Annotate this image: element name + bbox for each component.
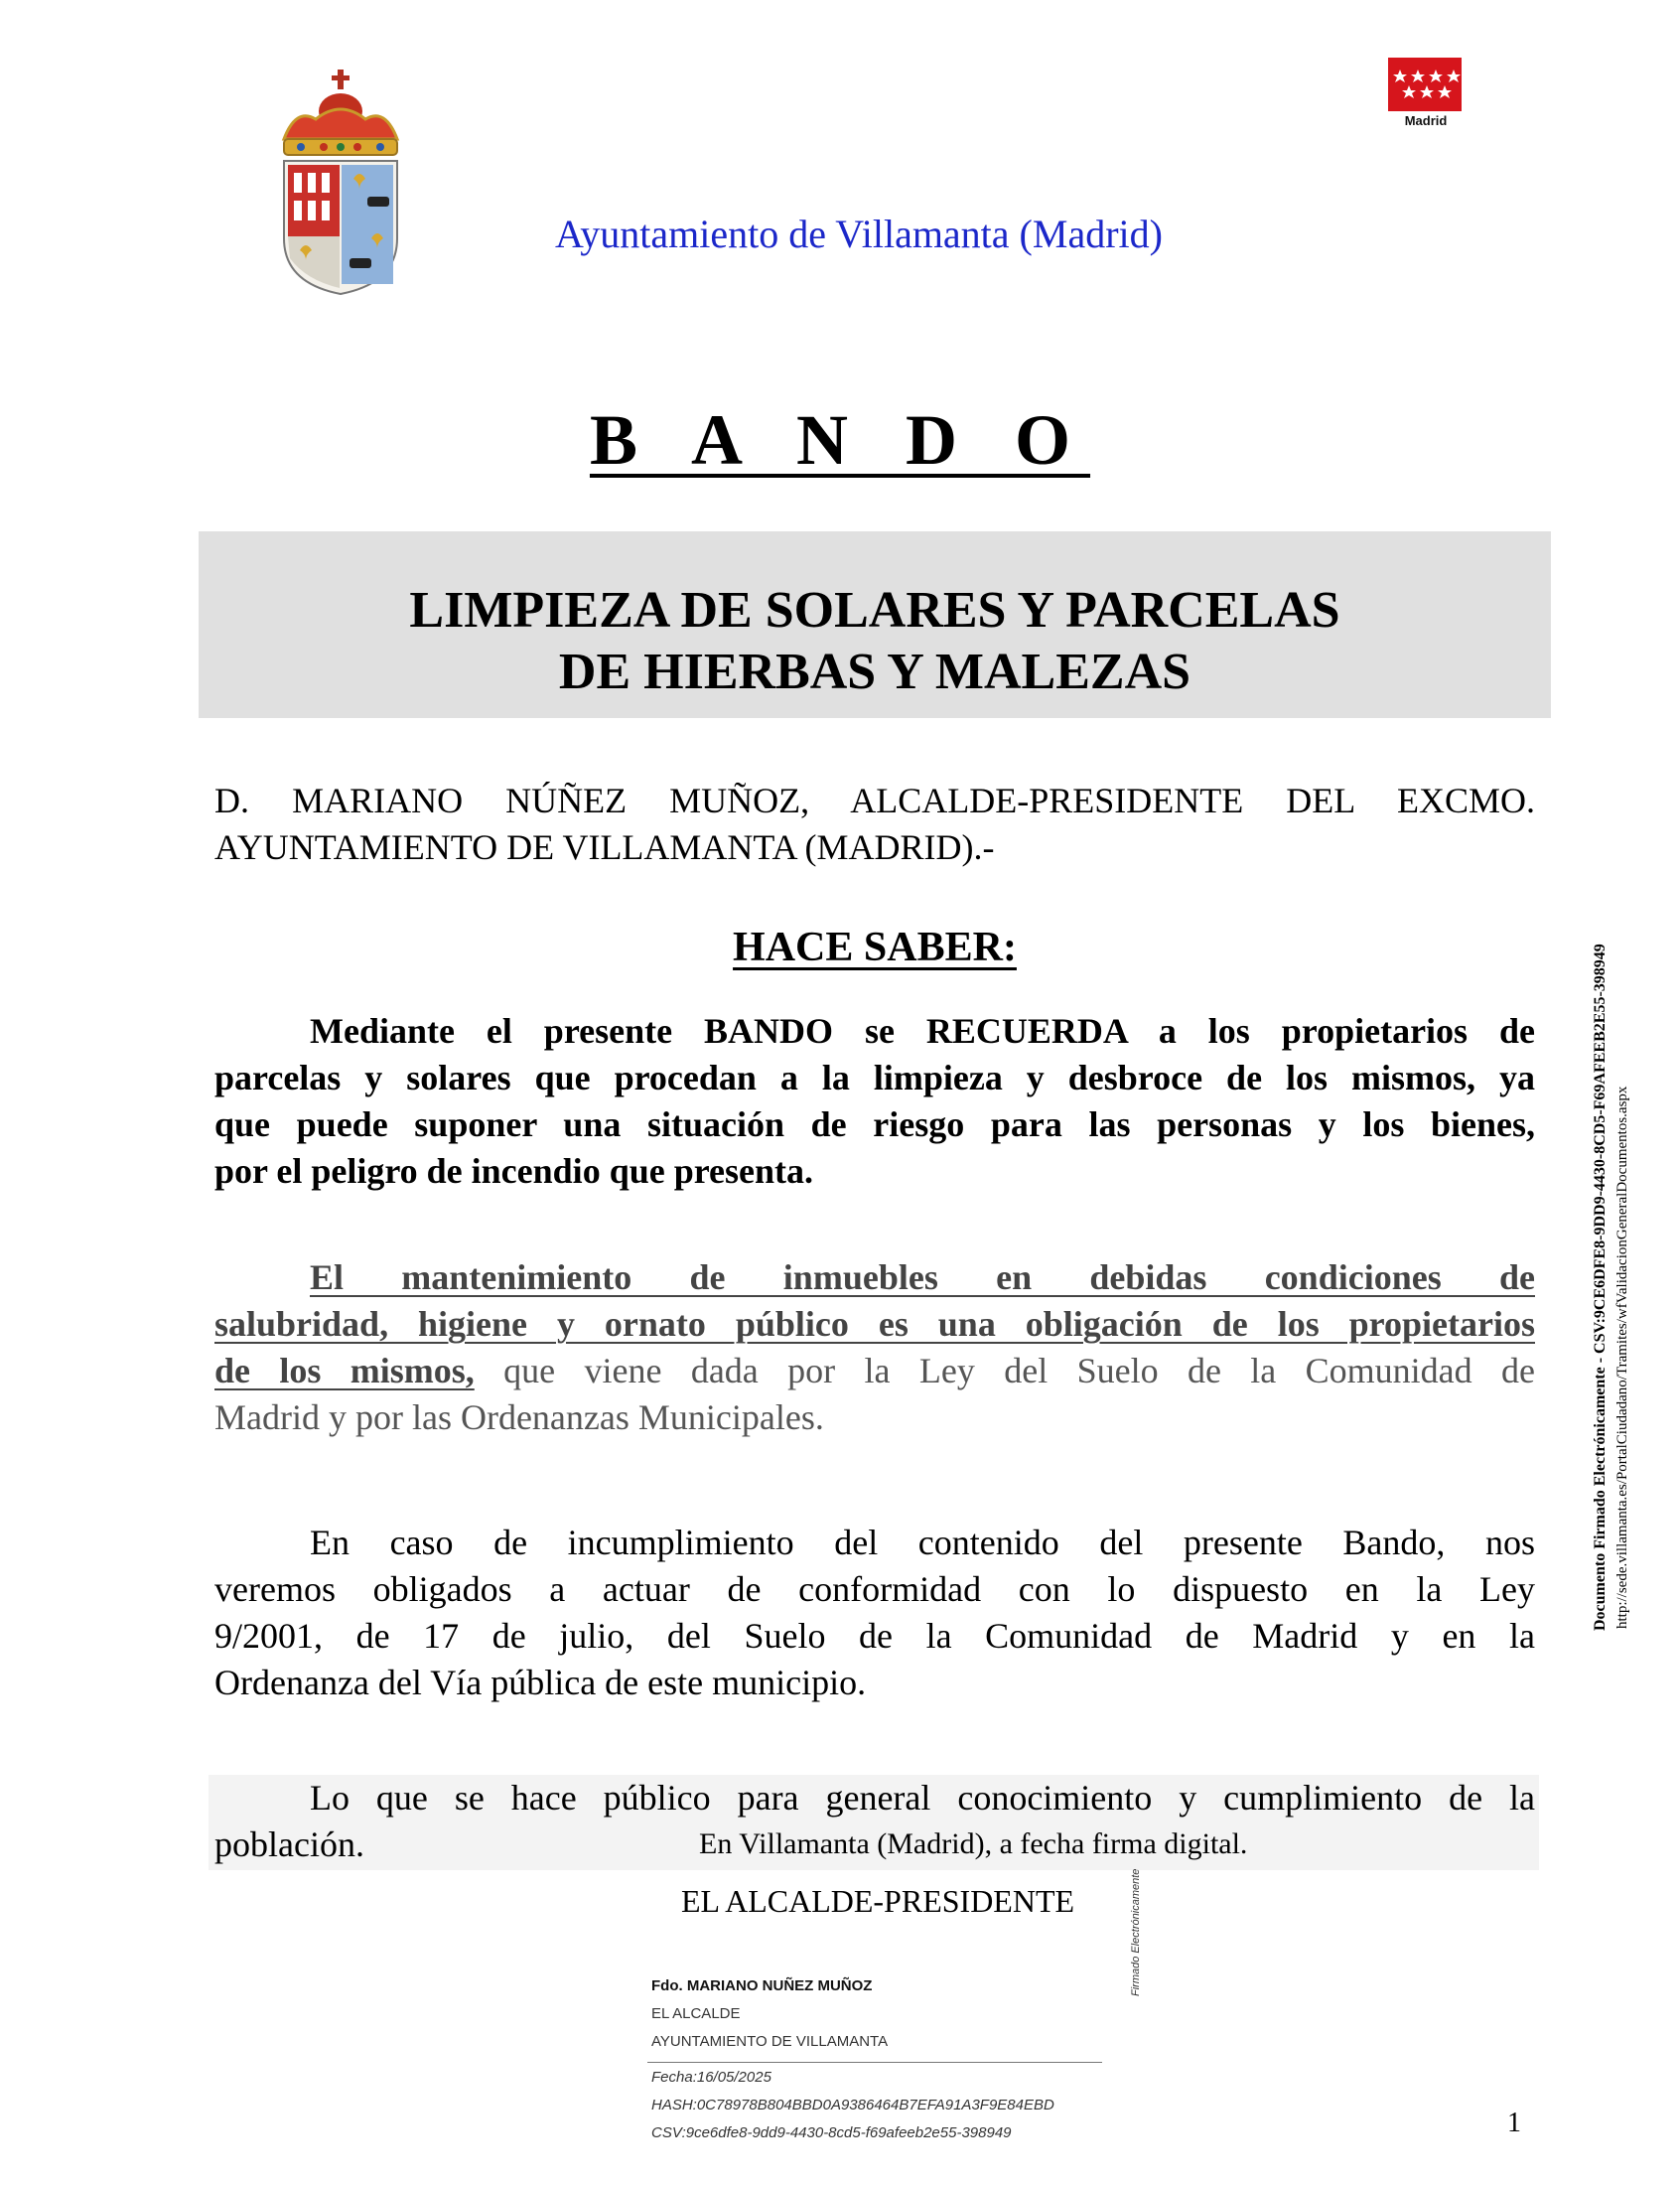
comunidad-de-madrid-logo bbox=[1386, 58, 1466, 133]
madrid-logo-label: Madrid bbox=[1404, 113, 1448, 128]
document-title: B A N D O bbox=[589, 400, 1091, 480]
signature-role: EL ALCALDE bbox=[651, 2005, 741, 2022]
paragraph3-line-3: 9/2001, de 17 de julio, del Suelo de la Comunidad de Madrid y en la bbox=[214, 1616, 1535, 1656]
paragraph1-line-2: parcelas y solares que procedan a la limpieza y desbroce de los mismos, ya bbox=[214, 1058, 1535, 1097]
paragraph3-line-4: Ordenanza del Vía pública de este municipio. bbox=[214, 1663, 867, 1702]
paragraph1-line-4: por el peligro de incendio que presenta. bbox=[214, 1151, 814, 1191]
paragraph2-line-1: El mantenimiento de inmuebles en debidas condiciones de bbox=[310, 1257, 1535, 1297]
paragraph3-line-2: veremos obligados a actuar de conformidad con lo dispuesto en la Ley bbox=[214, 1569, 1535, 1609]
paragraph2-line-3 bbox=[214, 1350, 1535, 1391]
issuer-line-2: AYUNTAMIENTO DE VILLAMANTA (MADRID).- bbox=[214, 827, 995, 867]
signature-date: Fecha:16/05/2025 bbox=[651, 2069, 771, 2086]
signature-hash: HASH:0C78978B804BBD0A9386464B7EFA91A3F9E84EBD bbox=[651, 2097, 1054, 2113]
paragraph1-line-1: Mediante el presente BANDO se RECUERDA a los propietarios de bbox=[310, 1011, 1535, 1051]
subject-line-1: LIMPIEZA DE SOLARES Y PARCELAS bbox=[409, 582, 1340, 639]
madrid-flag-icon bbox=[1388, 58, 1462, 111]
paragraph2-line-4: Madrid y por las Ordenanzas Municipales. bbox=[214, 1397, 824, 1437]
town-hall-heading: Ayuntamiento de Villamanta (Madrid) bbox=[555, 212, 1163, 256]
hace-saber-heading: HACE SABER: bbox=[733, 925, 1017, 970]
closing-line-2: población. bbox=[214, 1824, 364, 1864]
signature-entity: AYUNTAMIENTO DE VILLAMANTA bbox=[651, 2033, 889, 2050]
signature-csv: CSV:9ce6dfe8-9dd9-4430-8cd5-f69afeeb2e55-398949 bbox=[651, 2124, 1012, 2141]
signer-title: EL ALCALDE-PRESIDENTE bbox=[680, 1883, 1075, 1919]
issuer-line-1: D. MARIANO NÚÑEZ MUÑOZ, ALCALDE-PRESIDENTE DEL EXCMO. bbox=[214, 781, 1535, 820]
date-place: En Villamanta (Madrid), a fecha firma digital. bbox=[699, 1827, 1248, 1860]
signature-name: Fdo. MARIANO NUÑEZ MUÑOZ bbox=[651, 1977, 873, 1994]
subject-line-2: DE HIERBAS Y MALEZAS bbox=[558, 644, 1191, 700]
closing-line-1: Lo que se hace público para general conocimiento y cumplimiento de la bbox=[310, 1778, 1535, 1818]
coat-of-arms-icon bbox=[276, 70, 405, 300]
subject-band bbox=[199, 531, 1551, 718]
paragraph2-line-2: salubridad, higiene y ornato público es una obligación de los propietarios bbox=[214, 1304, 1535, 1344]
signature-divider bbox=[647, 2062, 1102, 2063]
page-number: 1 bbox=[1507, 2108, 1521, 2138]
paragraph2-underlined-fragment: de los mismos, bbox=[214, 1351, 475, 1390]
paragraph2-line-3-rest: que viene dada por la Ley del Suelo de la Comunidad de bbox=[474, 1351, 1535, 1390]
paragraph3-line-1: En caso de incumplimiento del contenido del presente Bando, nos bbox=[310, 1523, 1535, 1562]
paragraph1-line-3: que puede suponer una situación de riesgo para las personas y los bienes, bbox=[214, 1104, 1535, 1144]
